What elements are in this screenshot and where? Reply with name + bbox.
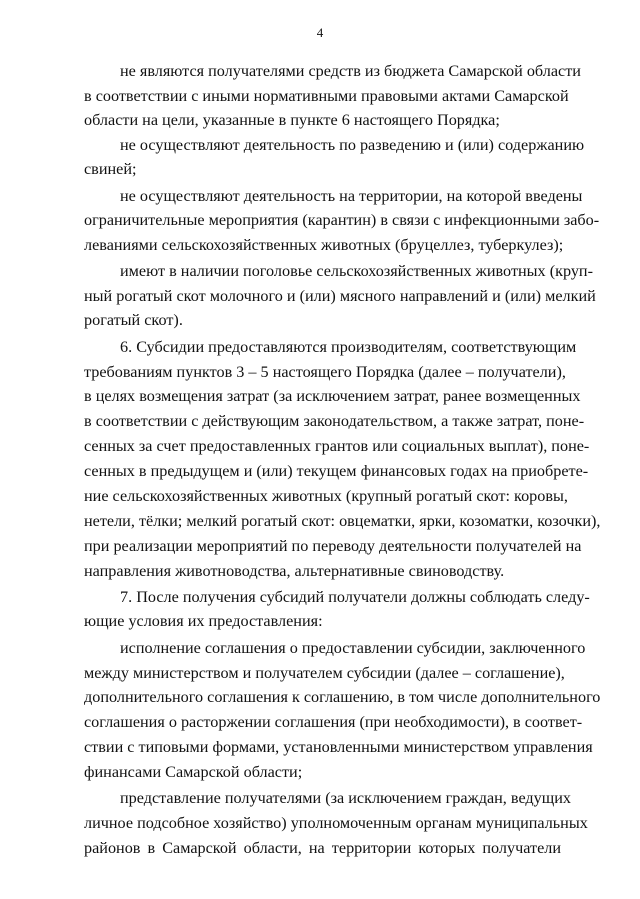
text-line: не осуществляют деятельность на территории, на которой введены <box>120 187 583 205</box>
text-line: имеют в наличии поголовье сельскохозяйственных животных (круп- <box>120 262 593 280</box>
text-line: свиней; <box>84 160 137 178</box>
text-line: сенных за счет предоставленных грантов или социальных выплат), поне- <box>84 437 590 455</box>
text-line: области на цели, указанные в пункте 6 настоящего Порядка; <box>84 111 500 129</box>
text-line: не осуществляют деятельность по разведению и (или) содержанию <box>120 136 585 154</box>
text-line: представление получателями (за исключением граждан, ведущих <box>120 789 571 807</box>
text-line: ный рогатый скот молочного и (или) мясного направлений и (или) мелкий <box>84 287 596 305</box>
text-line: ющие условия их предоставления: <box>84 612 323 630</box>
text-line: не являются получателями средств из бюджета Самарской области <box>120 62 581 80</box>
text-line: 6. Субсидии предоставляются производителям, соответствующим <box>120 338 577 356</box>
page-number: 4 <box>316 25 324 40</box>
text-line: нетели, тёлки; мелкий рогатый скот: овцематки, ярки, козоматки, козочки), <box>84 512 601 530</box>
text-line: соглашения о расторжении соглашения (при необходимости), в соответ- <box>84 713 583 731</box>
text-line: районов в Самарской области, на территории которых получатели <box>84 839 561 857</box>
text-line: личное подсобное хозяйство) уполномоченным органам муниципальных <box>84 814 588 832</box>
text-line: в соответствии с действующим законодательством, а также затрат, поне- <box>84 412 585 430</box>
text-line: 7. После получения субсидий получатели должны соблюдать следу- <box>120 588 590 606</box>
text-line: ние сельскохозяйственных животных (крупный рогатый скот: коровы, <box>84 487 568 505</box>
text-line: между министерством и получателем субсидии (далее – соглашение), <box>84 664 565 682</box>
text-line: сенных в предыдущем и (или) текущем финансовых годах на приобрете- <box>84 462 589 480</box>
text-line: в соответствии с иными нормативными правовыми актами Самарской <box>84 87 569 105</box>
text-line: при реализации мероприятий по переводу деятельности получателей на <box>84 537 582 555</box>
text-line: исполнение соглашения о предоставлении субсидии, заключенного <box>120 639 586 657</box>
text-line: рогатый скот). <box>84 311 183 329</box>
text-line: ствии с типовыми формами, установленными министерством управления <box>84 738 593 756</box>
text-line: финансами Самарской области; <box>84 763 303 781</box>
text-line: дополнительного соглашения к соглашению, в том числе дополнительного <box>84 688 601 706</box>
text-line: требованиям пунктов 3 – 5 настоящего Порядка (далее – получатели), <box>84 363 566 381</box>
text-line: в целях возмещения затрат (за исключением затрат, ранее возмещенных <box>84 387 581 405</box>
text-line: леваниями сельскохозяйственных животных (бруцеллез, туберкулез); <box>84 236 564 254</box>
text-line: ограничительные мероприятия (карантин) в связи с инфекционными забо- <box>84 211 600 229</box>
text-line: направления животноводства, альтернативные свиноводству. <box>84 562 505 580</box>
